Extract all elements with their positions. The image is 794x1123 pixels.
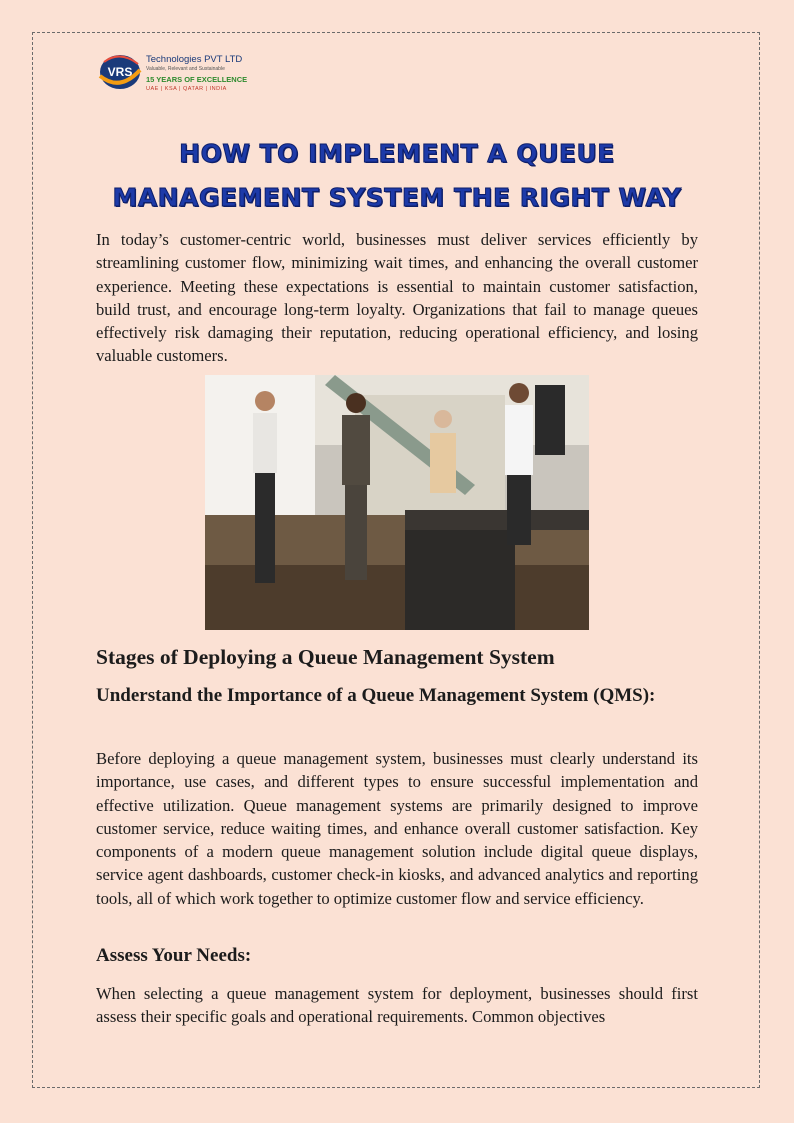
- page-title: [97, 132, 697, 220]
- title-line-2: MANAGEMENT SYSTEM THE RIGHT WAY: [112, 183, 682, 212]
- vrs-logo-icon: [98, 52, 142, 92]
- importance-paragraph: Before deploying a queue management system, businesses must clearly understand its importance, use cases, and different types to ensure successful implementation and effective utilization. Queue management systems are primarily designed to improve customer service, reduce waiting times, and enhance overall customer satisfaction. Key components of a modern queue management solution include digital queue displays, service agent dashboards, customer check-in kiosks, and advanced analytics and reporting tools, all of which work together to optimize customer flow and service efficiency.: [96, 749, 698, 908]
- logo-company-name: Technologies PVT LTD: [146, 54, 243, 65]
- logo-tagline: Valuable, Relevant and Sustainable: [146, 66, 225, 72]
- section-heading: Stages of Deploying a Queue Management System: [96, 645, 555, 669]
- logo-mark-text: VRS: [107, 65, 133, 79]
- logo-countries: UAE | KSA | QATAR | INDIA: [146, 86, 227, 92]
- logo-years: 15 YEARS OF EXCELLENCE: [146, 75, 248, 84]
- company-logo: [98, 50, 298, 100]
- queue-photo: [205, 375, 589, 630]
- subheading-importance: Understand the Importance of a Queue Management System (QMS):: [96, 685, 656, 706]
- subheading-assess-needs: Assess Your Needs:: [96, 945, 252, 966]
- title-line-1: HOW TO IMPLEMENT A QUEUE: [179, 139, 615, 168]
- assess-needs-paragraph: When selecting a queue management system for deployment, businesses should first assess their specific goals and operational requirements. Common objectives: [96, 984, 698, 1027]
- intro-paragraph: In today’s customer-centric world, businesses must deliver services efficiently by streamlining customer flow, minimizing wait times, and enhancing the overall customer experience. Meeting these expectations is essential to maintain customer satisfaction, build trust, and encourage long-term loyalty. Organizations that fail to manage queues effectively risk damaging their reputation, reducing operational efficiency, and losing valuable customers.: [96, 230, 698, 366]
